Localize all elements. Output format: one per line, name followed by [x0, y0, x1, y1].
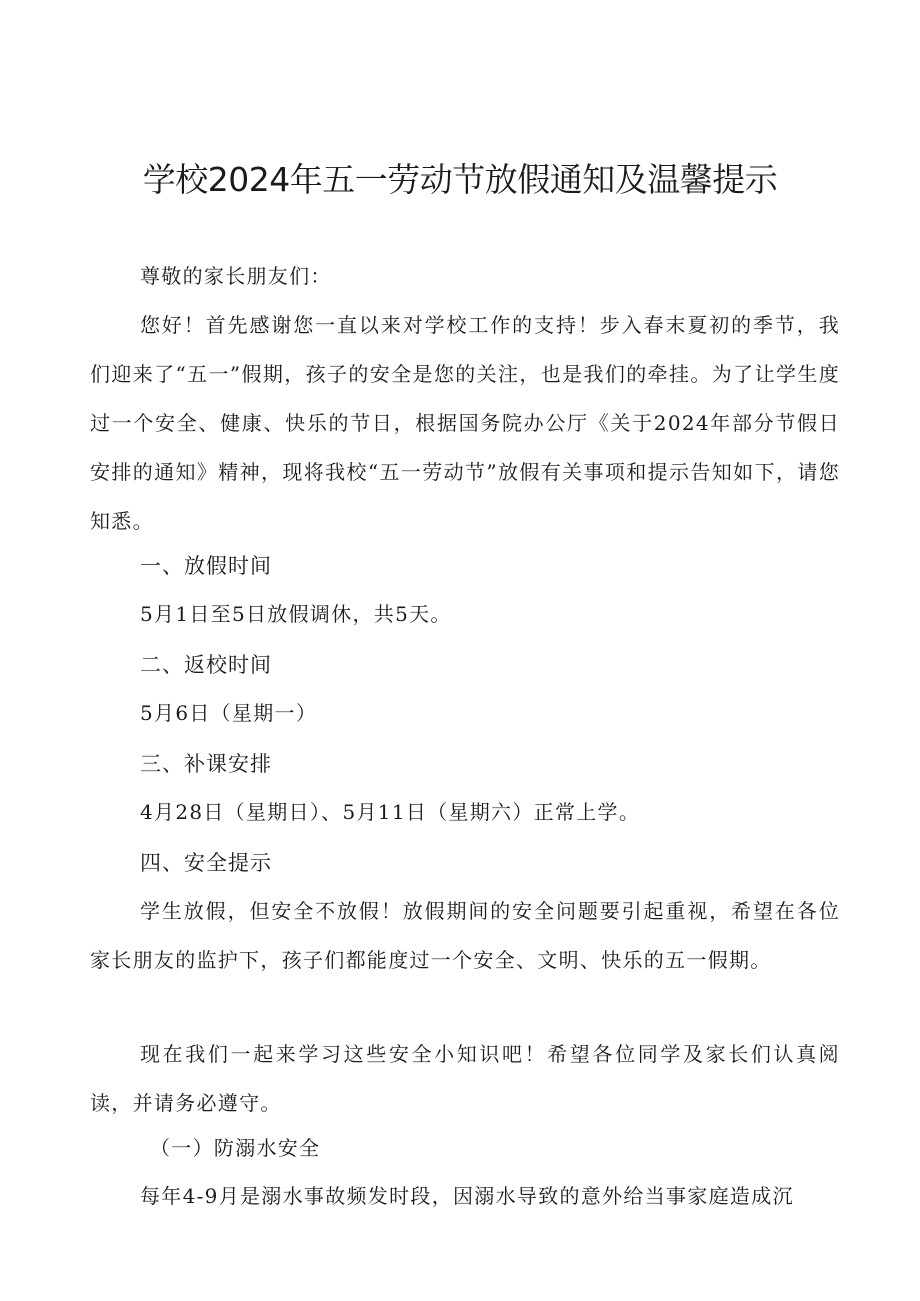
- section-text-holiday-time: 5月1日至5日放假调休，共5天。: [140, 602, 452, 626]
- section-heading-makeup-class: 三、补课安排: [140, 752, 272, 776]
- section-heading-holiday-time: 一、放假时间: [140, 554, 272, 578]
- study-note-paragraph: 现在我们一起来学习这些安全小知识吧！希望各位同学及家长们认真阅读，并请务必遵守。: [90, 1042, 840, 1115]
- section-text-safety-tips: 学生放假，但安全不放假！放假期间的安全问题要引起重视，希望在各位家长朋友的监护下，孩子们都能度过一个安全、文明、快乐的五一假期。: [90, 899, 840, 972]
- salutation: 尊敬的家长朋友们：: [140, 264, 332, 288]
- section-text-makeup-class: 4月28日（星期日）、5月11日（星期六）正常上学。: [140, 800, 641, 824]
- section-text-return-time: 5月6日（星期一）: [140, 701, 318, 725]
- section-heading-return-time: 二、返校时间: [140, 653, 272, 677]
- intro-paragraph: 您好！首先感谢您一直以来对学校工作的支持！步入春末夏初的季节，我们迎来了“五一”假期，孩子的安全是您的关注，也是我们的牵挂。为了让学生度过一个安全、健康、快乐的节日，根据国务院办公厅《关于2024年部分节假日安排的通知》精神，现将我校“五一劳动节”放假有关事项和提示告知如下，请您知悉。: [90, 313, 840, 533]
- subsection-heading-drowning: （一）防溺水安全: [150, 1136, 321, 1160]
- drowning-paragraph: 每年4-9月是溺水事故频发时段，因溺水导致的意外给当事家庭造成沉: [140, 1184, 794, 1208]
- section-heading-safety-tips: 四、安全提示: [140, 851, 272, 875]
- document-title: 学校2024年五一劳动节放假通知及温馨提示: [142, 160, 778, 199]
